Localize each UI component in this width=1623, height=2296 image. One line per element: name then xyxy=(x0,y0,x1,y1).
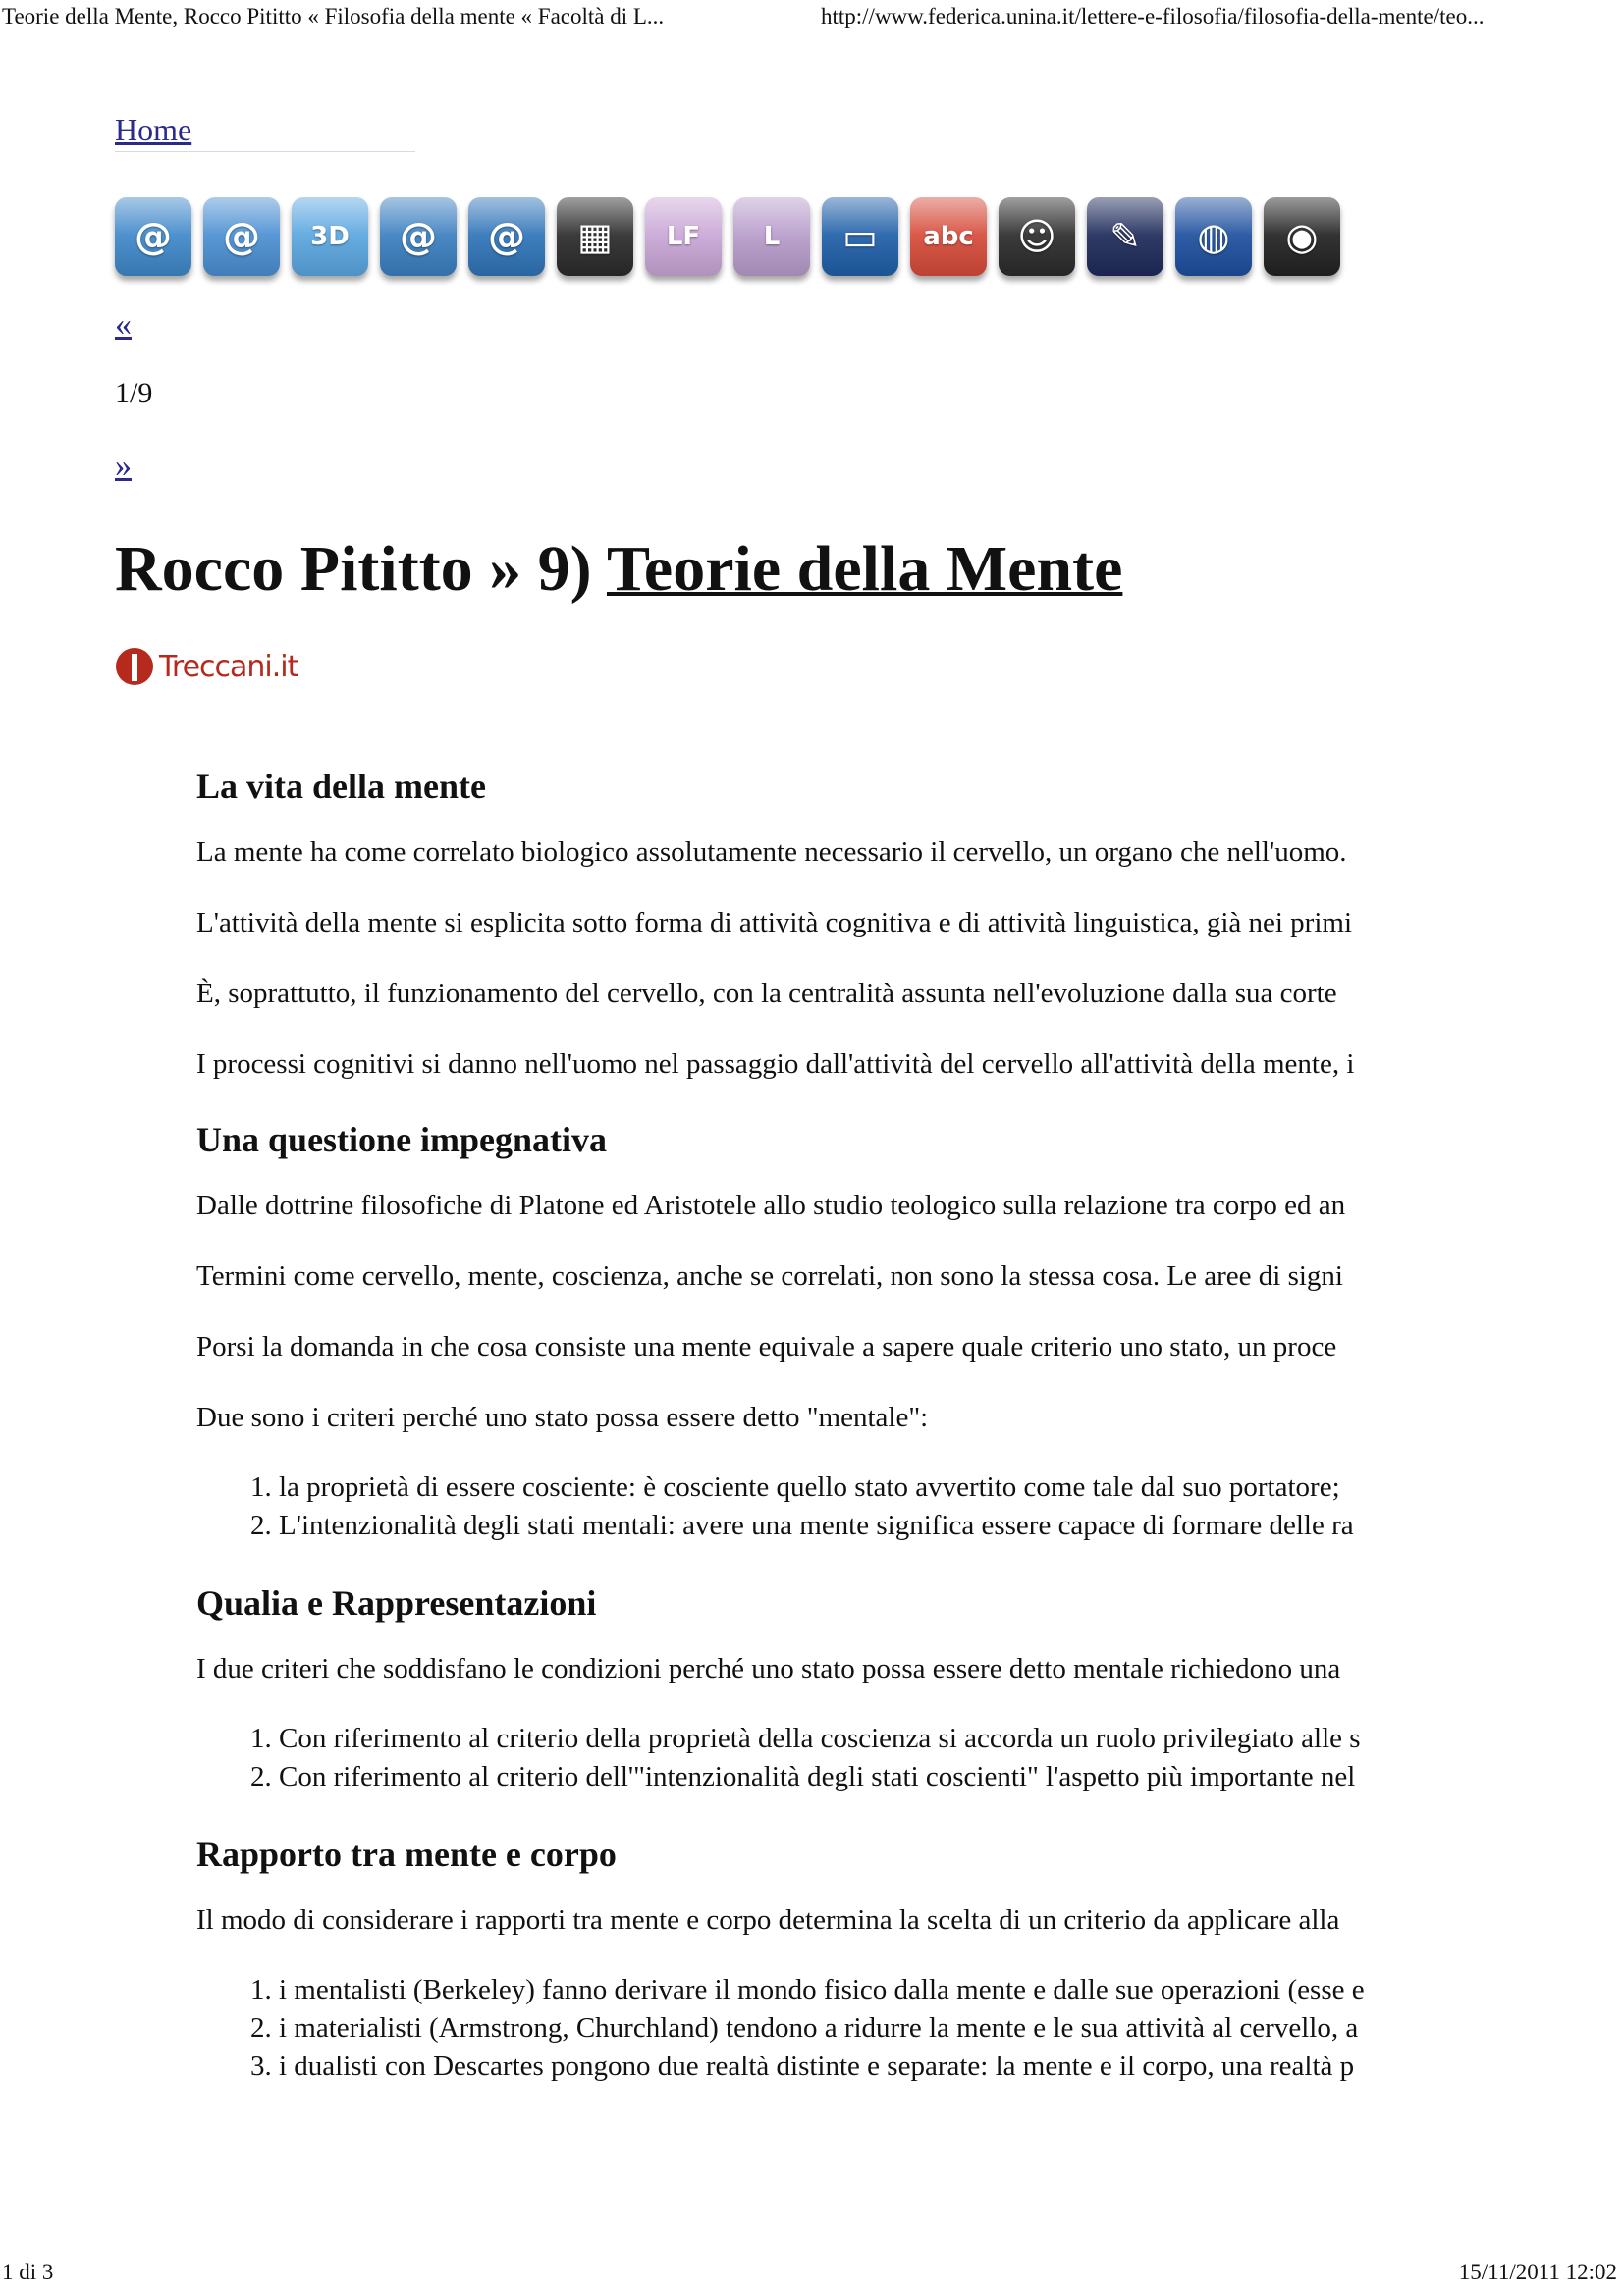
positions-list xyxy=(196,1971,1510,2086)
paragraph: Porsi la domanda in che cosa consiste una mente equivale a sapere quale criterio uno stato, un proce xyxy=(196,1331,1337,1362)
spellcheck-icon[interactable]: abc xyxy=(910,197,987,276)
federica-at-icon[interactable]: @ xyxy=(115,197,191,276)
paragraph: I processi cognitivi si danno nell'uomo nel passaggio dall'attività del cervello all'attività della mente, i xyxy=(196,1048,1355,1080)
federica-compass-icon[interactable]: @ xyxy=(380,197,457,276)
prev-page-link[interactable]: « xyxy=(115,306,132,343)
section-heading: Una questione impegnativa xyxy=(196,1120,608,1159)
next-page-link[interactable]: » xyxy=(115,448,132,484)
list-item: 2. i materialisti (Armstrong, Churchland) tendono a ridurre la mente e le sua attività al cervello, a xyxy=(279,2009,1510,2048)
page-title-link[interactable]: Teorie della Mente xyxy=(606,533,1123,605)
page-title-prefix: Rocco Pititto » 9) xyxy=(115,533,607,605)
paragraph: Termini come cervello, mente, coscienza, anche se correlati, non sono la stessa cosa. Le aree di signi xyxy=(196,1260,1343,1292)
page-counter: 1/9 xyxy=(115,377,153,409)
federica-book-icon[interactable]: @ xyxy=(468,197,545,276)
list-item: 2. Con riferimento al criterio dell'"intenzionalità degli stati coscienti" l'aspetto più importante nel xyxy=(279,1758,1510,1796)
home-divider xyxy=(115,151,415,152)
qualia-list xyxy=(196,1720,1510,1796)
section-heading: Rapporto tra mente e corpo xyxy=(196,1835,617,1874)
paragraph: È, soprattutto, il funzionamento del cervello, con la centralità assunta nell'evoluzione dalla sua corte xyxy=(196,978,1337,1009)
world-icon[interactable]: ◍ xyxy=(1175,197,1252,276)
print-page-number: 1 di 3 xyxy=(2,2260,54,2284)
federica-ebook-icon[interactable]: @ xyxy=(203,197,280,276)
paragraph: Due sono i criteri perché uno stato possa essere detto "mentale": xyxy=(196,1402,929,1433)
people-icon[interactable]: ☺ xyxy=(999,197,1075,276)
print-page-url: http://www.federica.unina.it/lettere-e-filosofia/filosofia-della-mente/teo... xyxy=(821,4,1485,28)
podcast-icon[interactable]: ◉ xyxy=(1264,197,1340,276)
paragraph: Il modo di considerare i rapporti tra mente e corpo determina la scelta di un criterio da applicare alla xyxy=(196,1904,1340,1936)
monitor-icon[interactable]: ▭ xyxy=(822,197,898,276)
globe-book-icon[interactable]: L xyxy=(733,197,810,276)
criteria-list xyxy=(196,1468,1510,1545)
mosaic-icon[interactable]: ▦ xyxy=(557,197,633,276)
paragraph: I due criteri che soddisfano le condizioni perché uno stato possa essere detto mentale richiedono una xyxy=(196,1653,1341,1684)
print-date: 15/11/2011 12:02 xyxy=(1458,2260,1617,2284)
page-title xyxy=(115,528,1122,611)
treccani-logo[interactable] xyxy=(116,648,298,685)
list-item: 1. i mentalisti (Berkeley) fanno derivare il mondo fisico dalla mente e dalle sue operazioni (esse e xyxy=(279,1971,1510,2009)
lf-icon[interactable]: LF xyxy=(645,197,722,276)
treccani-logo-icon xyxy=(116,648,153,685)
article-body xyxy=(196,764,1510,2189)
list-item: 3. i dualisti con Descartes pongono due realtà distinte e separate: la mente e il corpo, una realtà p xyxy=(279,2048,1510,2086)
pen-icon[interactable]: ✎ xyxy=(1087,197,1163,276)
federica-3d-icon[interactable]: 3D xyxy=(292,197,368,276)
print-header xyxy=(0,0,1623,33)
treccani-logo-text: Treccani.it xyxy=(159,649,298,684)
section-heading: La vita della mente xyxy=(196,767,486,806)
list-item: 1. la proprietà di essere cosciente: è cosciente quello stato avvertito come tale dal suo portatore; xyxy=(279,1468,1510,1507)
paragraph: La mente ha come correlato biologico assolutamente necessario il cervello, un organo che nell'uomo. xyxy=(196,836,1347,868)
home-link[interactable]: Home xyxy=(115,112,192,147)
list-item: 1. Con riferimento al criterio della proprietà della coscienza si accorda un ruolo privilegiato alle s xyxy=(279,1720,1510,1758)
paragraph: Dalle dottrine filosofiche di Platone ed Aristotele allo studio teologico sulla relazione tra corpo ed an xyxy=(196,1190,1346,1221)
section-heading: Qualia e Rappresentazioni xyxy=(196,1583,597,1623)
print-footer xyxy=(0,2256,1623,2289)
paragraph: L'attività della mente si esplicita sotto forma di attività cognitiva e di attività linguistica, già nei primi xyxy=(196,907,1353,938)
icon-bar xyxy=(115,197,1340,282)
print-page-title: Teorie della Mente, Rocco Pititto « Filosofia della mente « Facoltà di L... xyxy=(2,4,665,28)
list-item: 2. L'intenzionalità degli stati mentali: avere una mente significa essere capace di formare delle ra xyxy=(279,1507,1510,1545)
